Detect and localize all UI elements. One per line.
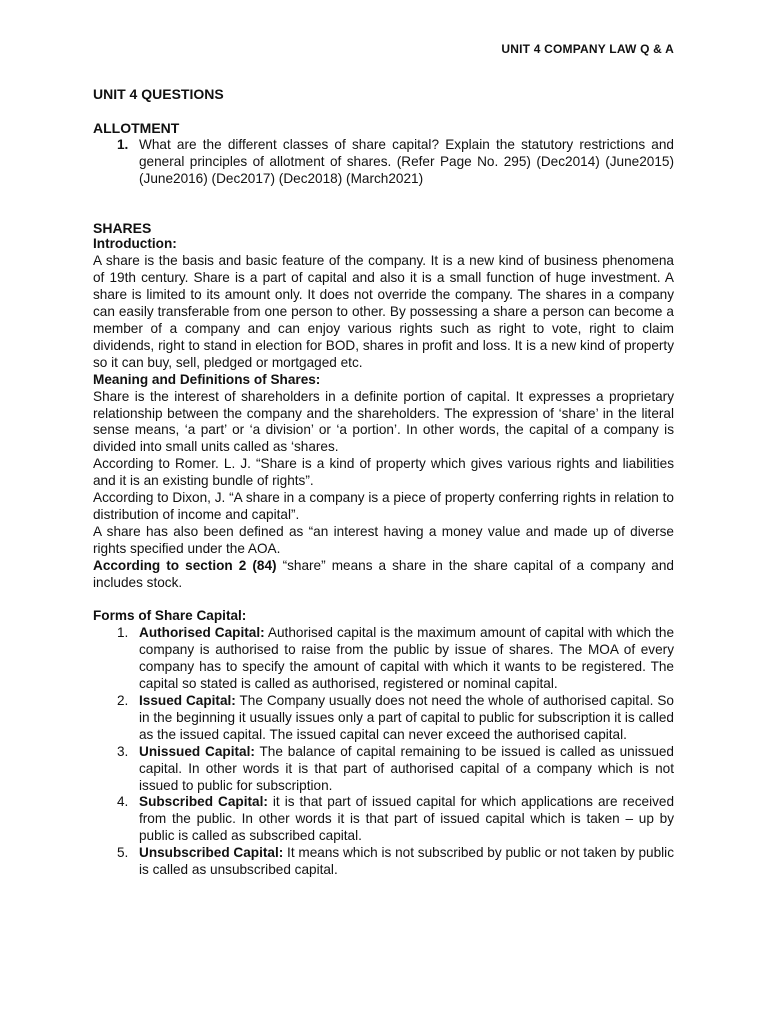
- romer-definition: According to Romer. L. J. “Share is a kind of property which gives various rights and liabilities and it is an existing bundle of rights”.: [93, 456, 674, 489]
- form-term: Unissued Capital:: [139, 743, 255, 759]
- question-item: [93, 137, 674, 188]
- section-definition: [93, 558, 674, 592]
- form-number: 5.: [117, 845, 129, 861]
- forms-heading: Forms of Share Capital:: [93, 608, 247, 624]
- form-term: Authorised Capital:: [139, 625, 265, 641]
- meaning-paragraph: Share is the interest of shareholders in a definite portion of capital. It expresses a proprietary relationship between the company and the shareholders. The expression of ‘share’ in the literal sense means, ‘a part’ or ‘a division’ or ‘a portion’. In other words, the capital of a company is divided into small units called as ‘shares.: [93, 388, 674, 455]
- form-term: Subscribed Capital:: [139, 794, 268, 810]
- form-number: 2.: [117, 693, 129, 708]
- aoa-definition: A share has also been defined as “an interest having a money value and made up of diverse rights specified under the AOA.: [93, 523, 674, 556]
- form-item: [93, 625, 674, 693]
- introduction-heading: Introduction:: [93, 236, 177, 252]
- page-header: UNIT 4 COMPANY LAW Q & A: [501, 42, 674, 56]
- form-item: [93, 693, 674, 744]
- form-item: [93, 744, 674, 795]
- section-text: “share” means a share in the share capital of a company and includes stock.: [93, 557, 674, 590]
- meaning-heading: Meaning and Definitions of Shares:: [93, 371, 321, 387]
- form-number: 4.: [117, 794, 129, 810]
- form-item: [93, 845, 674, 879]
- form-number: 3.: [117, 743, 129, 759]
- forms-list: [93, 625, 674, 879]
- document-body: [93, 86, 674, 879]
- allotment-heading: ALLOTMENT: [93, 119, 180, 136]
- form-description: Authorised capital is the maximum amount of capital with which the company is authorised to raise from the public by issue of shares. The MOA of every company has to specify the amount of capital with which it wants to be registered. The capital so stated is called as authorised, registered or nominal capital.: [139, 625, 675, 692]
- introduction-paragraph: A share is the basis and basic feature of the company. It is a new kind of business phenomena of 19th century. Share is a part of capital and also it is a small function of huge investment. A share is limited to its amount only. It does not override the company. The shares in a company can easily transferable from one person to other. By possessing a share a person can become a member of a company and can enjoy various rights such as right to vote, right to claim dividends, right to stand in election for BOD, shares in profit and loss. It is a new kind of property so it can buy, sell, pledged or mortgaged etc.: [93, 253, 674, 370]
- form-number: 1.: [117, 625, 129, 641]
- form-term: Issued Capital:: [139, 693, 236, 708]
- form-description: The balance of capital remaining to be issued is called as unissued capital. In other words it is that part of authorised capital of a company which is not issued to public for subscription.: [139, 743, 674, 793]
- shares-heading: SHARES: [93, 219, 152, 236]
- page-title: UNIT 4 QUESTIONS: [93, 86, 224, 102]
- question-text: What are the different classes of share capital? Explain the statutory restrictions and general principles of allotment of shares. (Refer Page No. 295) (Dec2014) (June2015) (June2016) (Dec2017) (Dec2018) (March2021): [139, 136, 674, 186]
- form-description: it is that part of issued capital for which applications are received from the public. In other words it is that part of issued capital which is taken – up by public is called as subscribed capital.: [139, 794, 674, 844]
- form-description: The Company usually does not need the whole of authorised capital. So in the beginning it usually issues only a part of capital to public for subscription it is called as the issued capital. The issued capital can never exceed the authorised capital.: [139, 693, 674, 742]
- section-reference: According to section 2 (84): [93, 557, 277, 573]
- form-description: It means which is not subscribed by public or not taken by public is called as unsubscribed capital.: [139, 845, 674, 878]
- form-term: Unsubscribed Capital:: [139, 845, 284, 861]
- allotment-question-list: [93, 137, 674, 188]
- dixon-definition: According to Dixon, J. “A share in a company is a piece of property conferring rights in relation to distribution of income and capital”.: [93, 490, 674, 522]
- form-item: [93, 794, 674, 845]
- question-number: 1.: [117, 136, 129, 152]
